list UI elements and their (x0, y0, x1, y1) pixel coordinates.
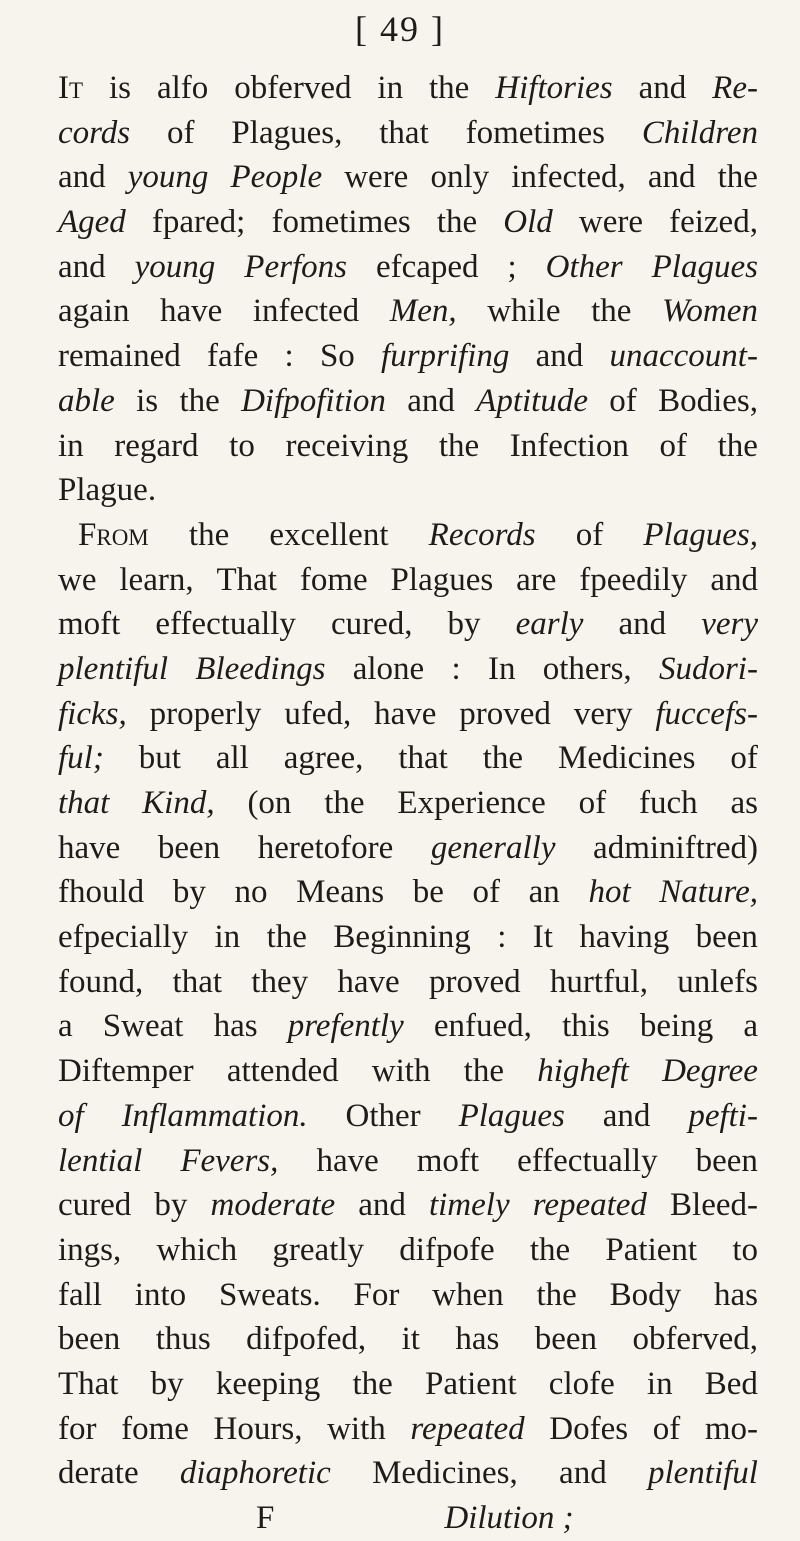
word: In (487, 650, 516, 687)
word: obferved (234, 70, 352, 106)
word: plentiful (647, 1455, 758, 1492)
word: diaphoretic (179, 1455, 331, 1492)
word: Sweats. (218, 1276, 321, 1313)
text-line (58, 155, 758, 200)
word: the (179, 382, 220, 419)
word: that (379, 114, 429, 151)
word: generally (430, 829, 556, 866)
word: fome (121, 1410, 189, 1447)
word: mo- (704, 1410, 758, 1447)
word: hot (588, 874, 631, 911)
word: the (717, 159, 758, 196)
word: thus (155, 1321, 211, 1358)
word: Means (296, 874, 385, 911)
word: and (535, 338, 584, 375)
word: the (352, 1365, 393, 1402)
word: ful; (58, 740, 104, 777)
text-line (58, 602, 758, 647)
word: it (401, 1321, 420, 1358)
word: Inflammation. (121, 1097, 308, 1134)
text-line (58, 245, 758, 290)
word: when (432, 1276, 504, 1313)
word: efpecially (58, 919, 189, 956)
word: has (455, 1321, 500, 1358)
word: an (528, 874, 560, 911)
text-line (58, 1094, 758, 1139)
word: with (327, 1410, 386, 1447)
word: been (695, 919, 758, 956)
text-line (58, 1317, 758, 1362)
word: and (58, 159, 106, 196)
word: Bleed- (670, 1187, 758, 1224)
word: Plagues (458, 1097, 565, 1134)
word: pefti- (688, 1097, 758, 1134)
word: Bleedings (195, 650, 326, 687)
word: of (575, 516, 604, 553)
word: moft (416, 1142, 480, 1179)
word: fhould (58, 874, 145, 911)
word: and (358, 1187, 406, 1224)
word: fometimes (271, 204, 411, 241)
text-line (58, 647, 758, 692)
word: which (156, 1231, 238, 1268)
word: Men, (389, 293, 457, 330)
word: of (472, 874, 501, 911)
word: Hours, (213, 1410, 303, 1447)
catchword: Dilution ; (444, 1500, 574, 1536)
word: by (154, 1187, 188, 1224)
word: Plagues, (643, 516, 758, 553)
word: prefently (287, 1008, 404, 1045)
word: : (497, 919, 507, 956)
word: has (213, 1008, 258, 1045)
word: that (58, 785, 110, 821)
word: fall (58, 1276, 102, 1313)
word: that (398, 740, 448, 777)
text-line (58, 379, 758, 424)
word: of (609, 382, 637, 419)
word: Other (345, 1097, 421, 1134)
word: all (215, 740, 249, 777)
word: properly (149, 695, 262, 732)
word: the (436, 204, 478, 241)
word: alfo (156, 70, 209, 106)
word: learn, (119, 561, 194, 598)
word: the (717, 427, 758, 464)
word: greatly (272, 1231, 365, 1268)
text-line (58, 334, 758, 379)
word: Records (428, 516, 536, 553)
word: fuch (638, 785, 698, 821)
word: no (234, 874, 268, 911)
word: Children (641, 114, 758, 151)
word: the (266, 919, 307, 956)
word: So (319, 338, 355, 375)
word: Women (661, 293, 758, 330)
word: into (134, 1276, 187, 1313)
word: have (374, 695, 437, 732)
word: effectually (517, 1142, 658, 1179)
word: Nature, (659, 874, 758, 911)
word: for (58, 1410, 97, 1447)
word: to (229, 427, 255, 464)
word: fometimes (465, 114, 605, 151)
word: receiving (285, 427, 409, 464)
word: by (150, 1365, 184, 1402)
word: proved (428, 963, 521, 1000)
word: Other (545, 248, 623, 285)
word: difpofe (399, 1231, 495, 1268)
word: : (284, 338, 294, 375)
word: difpofed, (246, 1321, 367, 1358)
word: repeated (532, 1187, 647, 1224)
word: furprifing (381, 338, 510, 375)
word: Sweat (102, 1008, 184, 1045)
text-line (58, 558, 758, 603)
word: Re- (712, 70, 758, 106)
text-line (58, 692, 758, 737)
word: in (58, 427, 84, 464)
word: and (638, 70, 687, 106)
word: able (58, 382, 115, 419)
text-line (58, 513, 758, 558)
word: Medicines, (372, 1455, 518, 1492)
word: young (127, 159, 209, 196)
word: of (58, 1097, 84, 1134)
word: enfued, (433, 1008, 532, 1045)
word: attended (226, 1053, 339, 1090)
word: only (430, 159, 490, 196)
word: Experience (397, 785, 546, 821)
word: It (58, 70, 84, 106)
word: fafe (207, 338, 259, 375)
word: Plagues (390, 561, 494, 598)
word: be (412, 874, 444, 911)
word: were (344, 159, 409, 196)
word: proved (459, 695, 551, 732)
word: Plague. (58, 472, 157, 509)
word: keeping (215, 1365, 321, 1402)
word: found, (58, 963, 144, 1000)
word: feized, (669, 204, 758, 241)
word: have (58, 829, 121, 866)
word: early (515, 606, 584, 643)
word: For (353, 1276, 400, 1313)
word: unlefs (677, 963, 758, 1000)
word: : (451, 650, 461, 687)
word: clofe (548, 1365, 615, 1402)
word: while (487, 293, 561, 330)
word: Diftemper (58, 1053, 194, 1090)
word: adminiftred) (593, 829, 758, 866)
word: in (646, 1365, 673, 1402)
word: have (316, 1142, 379, 1179)
word: been (695, 1142, 758, 1179)
word: (on (247, 785, 292, 821)
word: this (562, 1008, 610, 1045)
word: remained (58, 338, 181, 375)
word: Beginning (333, 919, 471, 956)
word: very (573, 695, 633, 732)
word: that (172, 963, 223, 1000)
body-text (58, 66, 758, 1541)
word: and (602, 1097, 651, 1134)
word: alone (352, 650, 425, 687)
word: of (659, 427, 687, 464)
word: Dofes (549, 1410, 629, 1447)
word: cords (58, 114, 131, 151)
word: Patient (605, 1231, 698, 1268)
word: been (534, 1321, 598, 1358)
word: Bodies, (658, 382, 758, 419)
text-line (58, 870, 758, 915)
word: to (732, 1231, 758, 1268)
text-line (58, 915, 758, 960)
word: fpeedily (579, 561, 688, 598)
word: ficks, (58, 695, 127, 732)
word: in (214, 919, 241, 956)
word: a (58, 1008, 73, 1045)
word: infected, (511, 159, 626, 196)
word: moft (58, 606, 121, 643)
word: been (58, 1321, 121, 1358)
word: fpared; (151, 204, 246, 241)
word: obferved, (632, 1321, 758, 1358)
word: hurtful, (549, 963, 648, 1000)
word: is (108, 70, 131, 106)
word: and (407, 382, 455, 419)
word: It (532, 919, 553, 956)
word: moderate (210, 1187, 336, 1224)
word: the (529, 1231, 571, 1268)
word: agree, (283, 740, 364, 777)
word: fuccefs- (655, 695, 758, 732)
word: by (447, 606, 481, 643)
word: a (743, 1008, 758, 1045)
word: and (58, 248, 106, 285)
word: timely (428, 1187, 510, 1224)
word: of (730, 740, 758, 777)
word: cured, (330, 606, 413, 643)
word: repeated (410, 1410, 525, 1447)
word: the (188, 516, 230, 553)
word: the (536, 1276, 577, 1313)
word: we (58, 561, 97, 598)
text-line (58, 289, 758, 334)
text-line (58, 1407, 758, 1452)
word: of (652, 1410, 681, 1447)
word: excellent (269, 516, 389, 553)
word: cured (58, 1187, 132, 1224)
word: the (429, 70, 470, 106)
word: the (591, 293, 632, 330)
word: Plagues (651, 248, 758, 285)
text-line (58, 424, 758, 469)
word: very (701, 606, 758, 643)
word: in (377, 70, 404, 106)
word: lential (58, 1142, 143, 1179)
word: Medicines (558, 740, 696, 777)
word: and (618, 606, 667, 643)
word: but (138, 740, 181, 777)
word: having (579, 919, 670, 956)
word: Sudori- (658, 650, 758, 687)
text-line (58, 1362, 758, 1407)
signature-line (58, 1496, 758, 1541)
word: People (230, 159, 323, 196)
word: Infection (509, 427, 629, 464)
text-line (58, 1004, 758, 1049)
word: Patient (424, 1365, 517, 1402)
word: Bed (704, 1365, 758, 1402)
word: they (251, 963, 309, 1000)
word: being (639, 1008, 714, 1045)
word: have (337, 963, 400, 1000)
text-line (58, 1049, 758, 1094)
text-line (58, 736, 758, 781)
text-line (58, 960, 758, 1005)
word: derate (58, 1455, 139, 1492)
word: young (134, 248, 216, 285)
word: as (730, 785, 758, 821)
text-line (58, 826, 758, 871)
text-line (58, 1183, 758, 1228)
word: with (371, 1053, 431, 1090)
word: Plagues, (231, 114, 343, 151)
word: Fevers, (180, 1142, 279, 1179)
word: ufed, (284, 695, 352, 732)
word: the (463, 1053, 504, 1090)
signature-mark: F (256, 1500, 275, 1536)
word: infected (252, 293, 360, 330)
word: heretofore (257, 829, 394, 866)
word: are (516, 561, 557, 598)
text-line (58, 468, 758, 513)
word: is (136, 382, 159, 419)
word: the (438, 427, 480, 464)
word: effectually (155, 606, 296, 643)
text-line (58, 1228, 758, 1273)
word: ; (507, 248, 517, 285)
word: regard (114, 427, 199, 464)
word: Body (609, 1276, 682, 1313)
word: the (482, 740, 524, 777)
word: Degree (662, 1053, 758, 1090)
word: Perfons (244, 248, 347, 285)
word: the (324, 785, 365, 821)
word: were (578, 204, 643, 241)
word: of (167, 114, 195, 151)
text-line (58, 1451, 758, 1496)
word: and (559, 1455, 607, 1492)
word: been (157, 829, 221, 866)
word: From (78, 516, 149, 553)
word: and (710, 561, 758, 598)
page-number: [ 49 ] (355, 9, 445, 49)
word: ings, (58, 1231, 122, 1268)
word: That (216, 561, 277, 598)
word: again (58, 293, 130, 330)
text-line (58, 200, 758, 245)
word: have (160, 293, 223, 330)
word: Old (503, 204, 553, 241)
text-line (58, 781, 758, 826)
word: of (578, 785, 607, 821)
word: plentiful (58, 650, 168, 687)
word: That (58, 1365, 119, 1402)
word: unaccount- (609, 338, 758, 375)
text-line (58, 111, 758, 156)
word: Aptitude (476, 382, 588, 419)
text-line (58, 1273, 758, 1318)
word: Aged (58, 204, 126, 241)
word: Hiftories (495, 70, 613, 106)
word: higheft (537, 1053, 629, 1090)
text-line (58, 1139, 758, 1184)
word: by (172, 874, 206, 911)
word: efcaped (375, 248, 479, 285)
word: Kind, (142, 785, 215, 821)
word: others, (542, 650, 632, 687)
word: and (647, 159, 696, 196)
word: has (713, 1276, 758, 1313)
word: fome (299, 561, 368, 598)
text-line (58, 66, 758, 111)
word: Difpofition (241, 382, 386, 419)
